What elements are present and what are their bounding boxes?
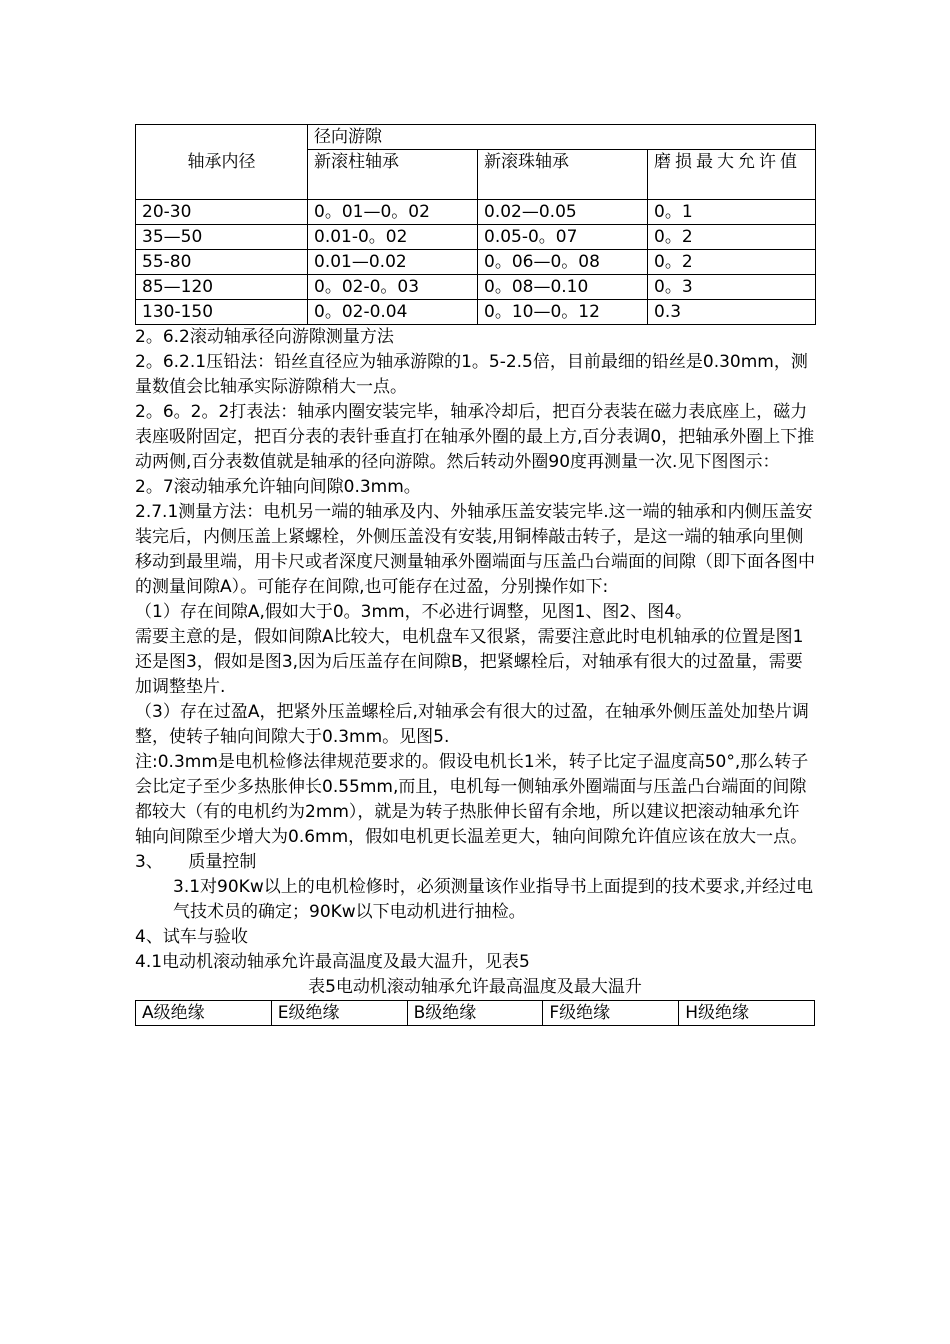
paragraph-attention: 需要主意的是，假如间隙A比较大，电机盘车又很紧，需要注意此时电机轴承的位置是图1还是图3，假如是图3,因为后压盖存在间隙B，把紧螺栓后，对轴承有很大的过盈量，需要加调整垫片. [135,627,804,697]
section-heading-quality-control: 3、 质量控制 [135,852,257,872]
table-cell: 0.01—0.02 [308,250,478,275]
table-cell: 0。02-0.04 [308,300,478,325]
section-heading-2-6-2: 2。6.2滚动轴承径向游隙测量方法 [135,327,394,347]
table-5-caption: 表5电动机滚动轴承允许最高温度及最大温升 [308,977,642,997]
table-cell: 130-150 [136,300,308,325]
header-class-f: F级绝缘 [543,1001,679,1026]
table-row [136,225,816,250]
paragraph-measurement-method: 2.7.1测量方法：电机另一端的轴承及内、外轴承压盖安装完毕.这一端的轴承和内侧压盖安装完后，内侧压盖上紧螺栓，外侧压盖没有安装,用铜棒敲击转子，是这一端的轴承向里侧移动到最里端，用卡尺或者深度尺测量轴承外圈端面与压盖凸台端面的间隙（即下面各图中的测量间隙A）。可能存在间隙,也可能存在过盈，分别操作如下: [135,502,815,597]
table-cell: 0。08—0.10 [478,275,648,300]
insulation-class-table [135,1000,815,1026]
header-class-h: H级绝缘 [679,1001,815,1026]
table-cell: 0。3 [648,275,816,300]
table-row [136,275,816,300]
header-class-b: B级绝缘 [407,1001,543,1026]
table-cell: 0。2 [648,250,816,275]
section-heading-2-7: 2。7滚动轴承允许轴向间隙0.3mm。 [135,477,421,497]
table-cell: 0。02-0。03 [308,275,478,300]
table-cell: 85—120 [136,275,308,300]
table-cell: 0。01—0。02 [308,200,478,225]
table-header-row [136,125,816,150]
table-row [136,250,816,275]
paragraph-4-1: 4.1电动机滚动轴承允许最高温度及最大温升，见表5 [135,952,530,972]
paragraph-note: 注:0.3mm是电机检修法律规范要求的。假设电机长1米，转子比定子温度高50°,那么转子会比定子至少多热胀伸长0.55mm,而且，电机每一侧轴承外圈端面与压盖凸台端面的间隙都较大（有的电机约为2mm），就是为转子热胀伸长留有余地，所以建议把滚动轴承允许轴向间隙至少增大为0.6mm，假如电机更长温差更大，轴向间隙允许值应该在放大一点。 [135,752,809,847]
table-row [136,200,816,225]
table-cell: 0.3 [648,300,816,325]
paragraph-dial-indicator-method: 2。6。2。2打表法：轴承内圈安装完毕，轴承冷却后，把百分表装在磁力表底座上，磁力表座吸附固定，把百分表的表针垂直打在轴承外圈的最上方,百分表调0，把轴承外圈上下推动两侧,百分表数值就是轴承的径向游隙。然后转动外圈90度再测量一次.见下图图示： [135,402,815,472]
table-row [136,300,816,325]
header-radial-clearance: 径向游隙 [308,125,816,150]
table-cell: 0。10—0。12 [478,300,648,325]
header-bearing-bore: 轴承内径 [136,125,308,200]
table-cell: 0。1 [648,200,816,225]
table-header-row [136,1001,815,1026]
paragraph-quality-3-1: 3.1对90Kw以上的电机检修时，必须测量该作业指导书上面提到的技术要求,并经过电气技术员的确定；90Kw以下电动机进行抽检。 [173,877,814,922]
section-heading-test-acceptance: 4、试车与验收 [135,927,248,947]
header-new-ball-bearing: 新滚珠轴承 [478,150,648,200]
bearing-clearance-table [135,124,816,325]
document-page [135,124,815,1026]
paragraph-case-3: （3）存在过盈A，把紧外压盖螺栓后,对轴承会有很大的过盈，在轴承外侧压盖处加垫片调整，使转子轴向间隙大于0.3mm。见图5. [135,702,809,747]
paragraph-lead-wire-method: 2。6.2.1压铅法：铅丝直径应为轴承游隙的1。5-2.5倍，目前最细的铅丝是0.30mm，测量数值会比轴承实际游隙稍大一点。 [135,352,808,397]
table-cell: 35—50 [136,225,308,250]
header-class-a: A级绝缘 [136,1001,272,1026]
table-cell: 55-80 [136,250,308,275]
header-new-roller-bearing: 新滚柱轴承 [308,150,478,200]
table-cell: 20-30 [136,200,308,225]
table-cell: 0。06—0。08 [478,250,648,275]
table-cell: 0。2 [648,225,816,250]
header-max-wear: 磨损最大允许值 [648,150,816,200]
header-class-e: E级绝缘 [271,1001,407,1026]
table-cell: 0.01-0。02 [308,225,478,250]
table-cell: 0.02—0.05 [478,200,648,225]
table-cell: 0.05-0。07 [478,225,648,250]
body-text [135,325,815,1000]
paragraph-case-1: （1）存在间隙A,假如大于0。3mm，不必进行调整，见图1、图2、图4。 [135,602,693,622]
